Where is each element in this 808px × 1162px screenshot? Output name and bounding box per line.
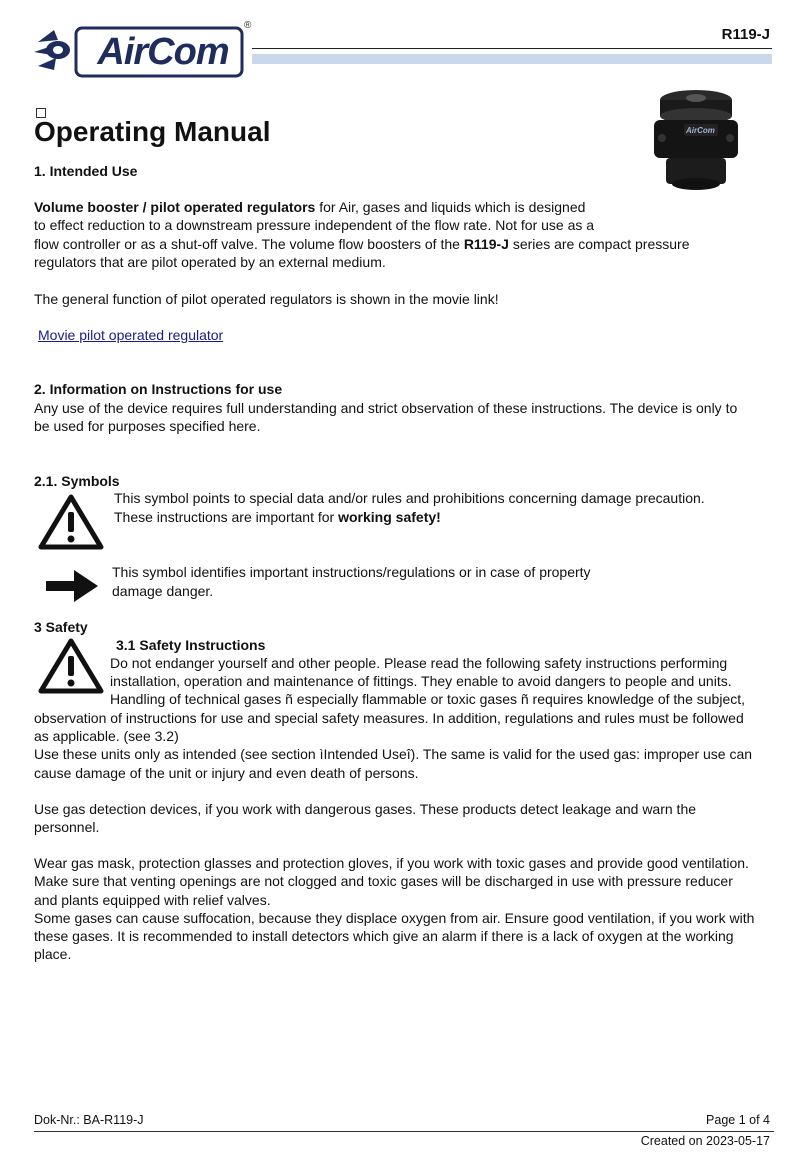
svg-text:AirCom: AirCom (686, 126, 715, 135)
warning-icon (38, 638, 104, 699)
section-heading-safety: 3 Safety (34, 619, 88, 635)
safety-line-14: these gases. It is recommended to install detectors which give an alarm if there is a lack of oxygen at the working (34, 928, 734, 944)
footer-document-number: Dok-Nr.: BA-R119-J (34, 1113, 144, 1127)
header-rule (252, 48, 772, 49)
information-line-2: be used for purposes specified here. (34, 418, 261, 434)
logo-wordmark: AirCom (97, 30, 229, 73)
safety-line-12: and plants equipped with relief valves. (34, 892, 271, 908)
information-line-1: Any use of the device requires full understanding and strict observation of these instructions. The device is only to (34, 400, 738, 416)
brand-logo (34, 20, 252, 80)
arrow-text-line-1: This symbol identifies important instructions/regulations or in case of property (112, 564, 591, 580)
safety-line-10: Wear gas mask, protection glasses and protection gloves, if you work with toxic gases and provide good ventilation. (34, 855, 749, 871)
safety-line-6: Use these units only as intended (see section ìIntended Useî). The same is valid for the used gas: improper use can (34, 746, 753, 762)
safety-line-11: Make sure that venting openings are not clogged and toxic gases will be discharged in use with pressure reducer (34, 873, 733, 889)
warning-icon (38, 494, 104, 555)
safety-line-9: personnel. (34, 819, 100, 835)
safety-line-4: observation of instructions for use and special safety measures. In addition, regulations and rules must be followed (34, 710, 744, 726)
registered-mark: ® (244, 20, 252, 31)
footer-page-number: Page 1 of 4 (706, 1113, 770, 1127)
safety-line-1: Do not endanger yourself and other people. Please read the following safety instructions performing (110, 655, 728, 671)
page-title: Operating Manual (34, 116, 271, 147)
section-heading-intended-use: 1. Intended Use (34, 163, 138, 179)
intended-use-line-2: to effect reduction to a downstream pressure independent of the flow rate. Not for use as a (34, 217, 595, 233)
intended-use-line-3: flow controller or as a shut-off valve. The volume flow boosters of the R119-J series are compact pressure (34, 236, 690, 252)
safety-line-7: cause damage of the unit or injury and even death of persons. (34, 765, 419, 781)
arrow-text-line-2: damage danger. (112, 583, 214, 599)
safety-line-3: Handling of technical gases ñ especially flammable or toxic gases ñ requires knowledge of the subject, (110, 691, 746, 707)
safety-line-15: place. (34, 946, 72, 962)
subsection-heading-safety-instructions: 3.1 Safety Instructions (116, 637, 266, 653)
movie-link[interactable]: Movie pilot operated regulator (38, 327, 224, 343)
section-heading-information: 2. Information on Instructions for use (34, 381, 283, 397)
intended-use-line-5: The general function of pilot operated regulators is shown in the movie link! (34, 291, 499, 307)
footer-rule (34, 1131, 774, 1132)
document-code: R119-J (721, 26, 770, 43)
intended-use-line-4: regulators that are pilot operated by an external medium. (34, 254, 386, 270)
safety-line-8: Use gas detection devices, if you work with dangerous gases. These products detect leakage and warn the (34, 801, 697, 817)
safety-line-5: as applicable. (see 3.2) (34, 728, 179, 744)
intended-use-line-1: Volume booster / pilot operated regulators for Air, gases and liquids which is designed (34, 199, 586, 215)
header-band (252, 54, 772, 64)
safety-line-13: Some gases can cause suffocation, because they displace oxygen from air. Ensure good ventilation, if you work with (34, 910, 755, 926)
safety-line-2: installation, operation and maintenance of fittings. They enable to avoid dangers to people and units. (110, 673, 732, 689)
warning-text-line-1: This symbol points to special data and/or rules and prohibitions concerning damage precaution. (114, 490, 705, 506)
product-image (640, 84, 752, 194)
arrow-right-icon (44, 568, 100, 609)
section-heading-symbols: 2.1. Symbols (34, 473, 120, 489)
warning-text-line-2: These instructions are important for working safety! (114, 509, 441, 525)
footer-created-date: Created on 2023-05-17 (640, 1134, 770, 1148)
